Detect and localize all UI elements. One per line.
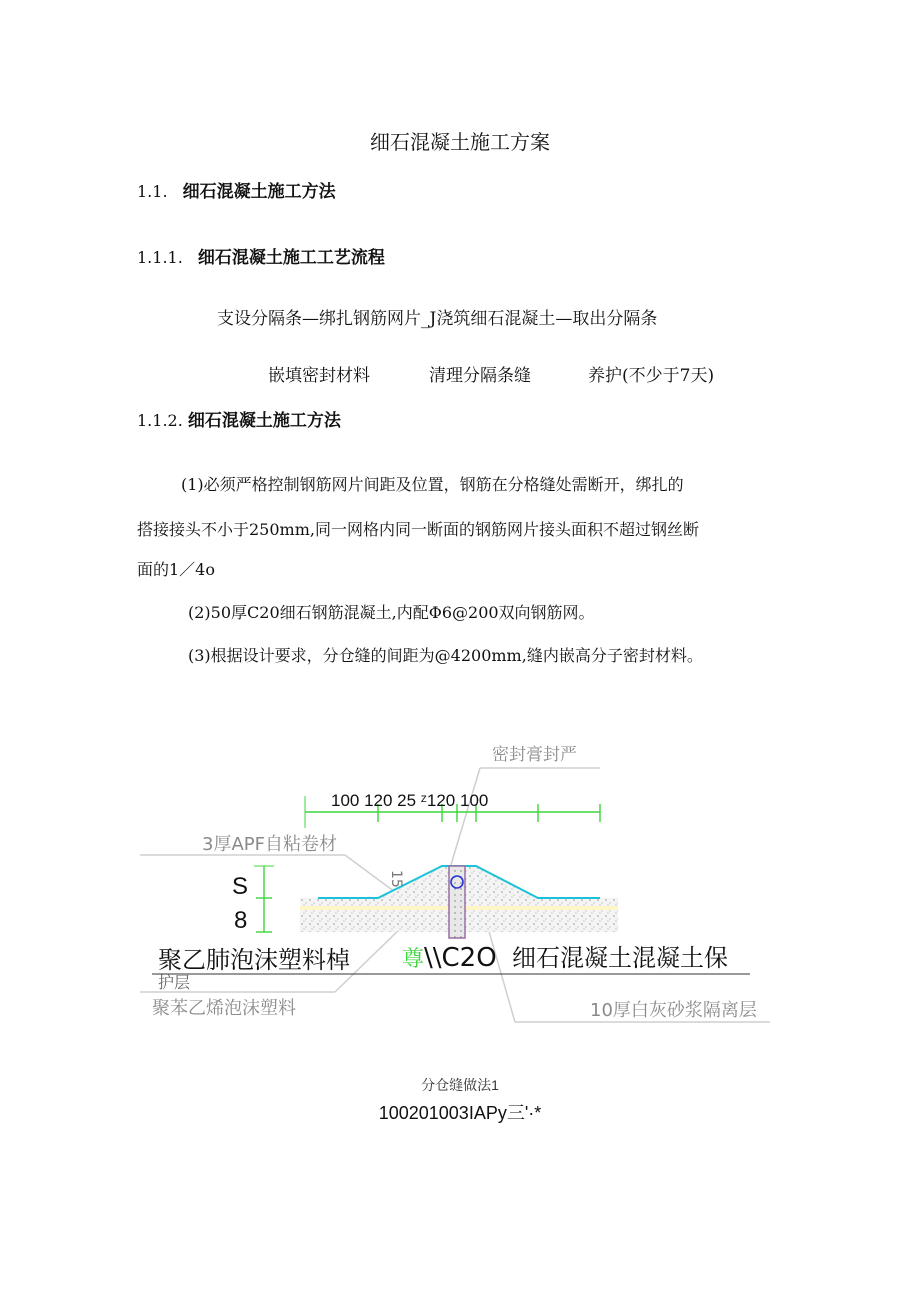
- ocr-label-under: 护层: [158, 973, 191, 992]
- label-isolation-layer: 10厚白灰砂浆隔离层: [590, 1000, 757, 1021]
- joint-detail-drawing: [140, 730, 790, 1040]
- heading-text: 细石混凝土施工方法: [182, 182, 336, 202]
- page-title: 细石混凝土施工方案: [370, 130, 550, 154]
- ocr-label-mid: 尊: [402, 947, 425, 972]
- heading-number: 1.1.1.: [137, 248, 183, 267]
- paragraph-1-line-2: 搭接接头不小于250mm,同一网格内同一断面的钢筋网片接头面积不超过钢丝断: [137, 520, 699, 539]
- label-dim-15: 15: [388, 870, 404, 888]
- process-step-cleaning: 清理分隔条缝: [429, 366, 531, 386]
- joint-detail-figure: [140, 730, 790, 1040]
- heading-number: 1.1.: [137, 182, 168, 201]
- heading-text: 细石混凝土施工工艺流程: [197, 248, 385, 268]
- heading-text: 细石混凝土施工方法: [187, 411, 341, 431]
- heading-1-1-2: [137, 406, 341, 431]
- label-apf-membrane: 3厚APF自粘卷材: [202, 834, 337, 855]
- label-dimensions: 100 120 25 ᶻ120 100: [331, 791, 489, 810]
- process-step-curing: 养护(不少于7天): [588, 366, 715, 386]
- label-dim-s: S: [232, 873, 249, 900]
- heading-1-1: [137, 177, 336, 202]
- process-step-sealing: 嵌填密封材料: [268, 366, 370, 386]
- paragraph-3: (3)根据设计要求，分仓缝的间距为@4200mm,缝内嵌高分子密封材料。: [188, 646, 703, 665]
- leader-line: [345, 855, 395, 892]
- heading-1-1-1: [137, 243, 385, 268]
- paragraph-1-line-1: (1)必须严格控制钢筋网片间距及位置，钢筋在分格缝处需断开，绑扎的: [181, 475, 684, 494]
- label-dim-8: 8: [234, 907, 248, 934]
- ocr-label-c20: \\C2O: [424, 943, 497, 973]
- ocr-label-foam: 聚乙肺泡沫塑料棹: [158, 946, 350, 974]
- paragraph-1-line-3: 面的1／4o: [137, 560, 215, 579]
- heading-number: 1.1.2.: [137, 411, 183, 430]
- paragraph-2: (2)50厚C20细石钢筋混凝土,内配Φ6@200双向钢筋网。: [188, 603, 595, 622]
- leader-line: [447, 768, 480, 878]
- label-eps-foam: 聚苯乙烯泡沫塑料: [152, 998, 296, 1019]
- figure-code: 100201003IAPy三'·*: [378, 1103, 542, 1123]
- label-sealant: 密封膏封严: [492, 745, 577, 765]
- ocr-label-concrete: 细石混凝土混凝土保: [512, 944, 728, 972]
- process-flow-line: 支设分隔条—绑扎钢筋网片_J浇筑细石混凝土—取出分隔条: [217, 309, 658, 329]
- figure-caption: 分仓缝做法1: [421, 1077, 499, 1093]
